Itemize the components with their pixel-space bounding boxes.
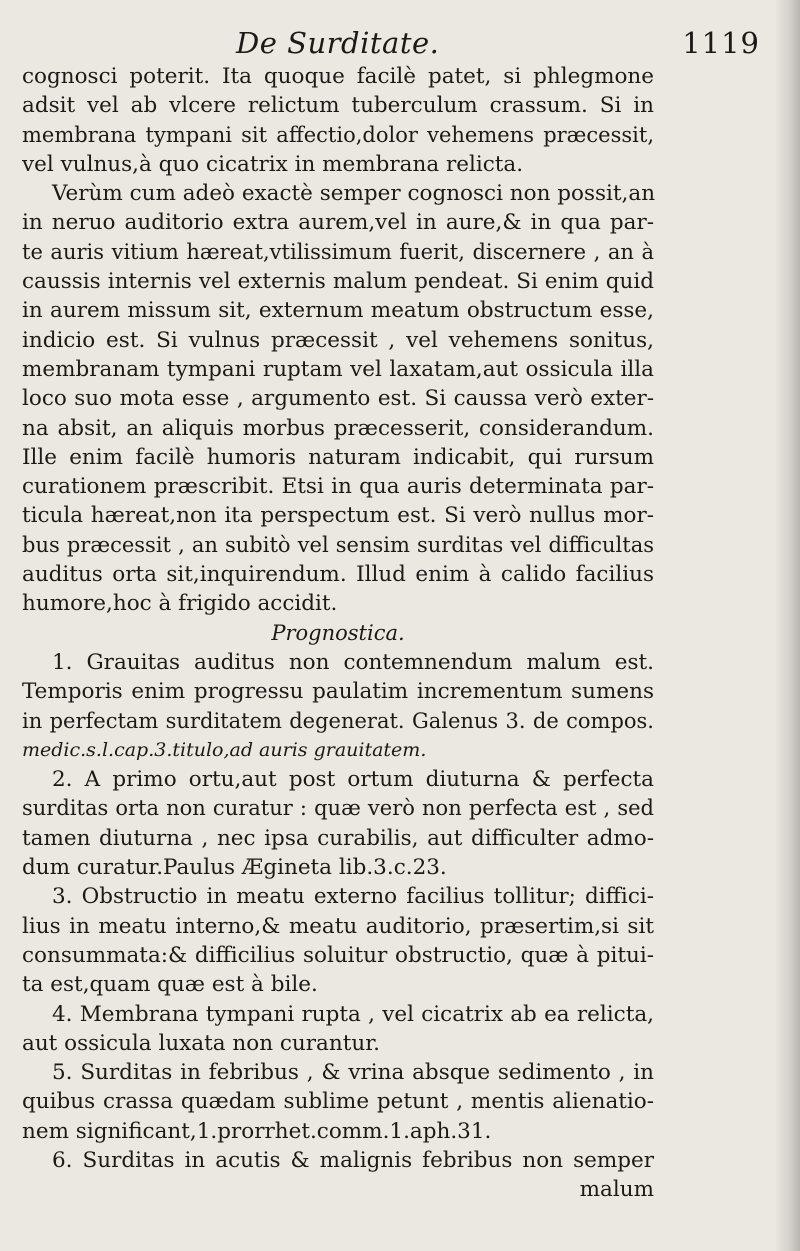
text-line: 4. Membrana tympani rupta , vel cicatrix ab ea relicta,: [52, 1001, 654, 1027]
text-line: Verùm cum adeò exactè semper cognosci non possit,an: [52, 181, 656, 207]
text-line: ticula hæreat,non ita perspectum est. Si verò nullus mor-: [22, 503, 654, 529]
body-text: [22, 62, 654, 1205]
text-line: na absit, an aliquis morbus præcesserit, considerandum.: [22, 415, 654, 441]
text-line: vel vulnus,à quo cicatrix in membrana relicta.: [22, 151, 524, 177]
text-line: humore,hoc à frigido accidit.: [22, 591, 338, 617]
text-line: bus præcessit , an subitò vel sensim surditas vel difficultas: [22, 532, 654, 557]
section-heading: Prognostica.: [271, 620, 405, 645]
text-line: loco suo mota esse , argumento est. Si caussa verò exter-: [22, 386, 654, 412]
text-line: auditus orta sit,inquirendum. Illud enim à calido facilius: [22, 562, 654, 588]
text-line: caussis internis vel externis malum pendeat. Si enim quid: [22, 269, 654, 295]
binding-shadow: [774, 0, 800, 1251]
text-line: te auris vitium hæreat,vtilissimum fuerit, discernere , an à: [22, 239, 654, 264]
text-line: tamen diuturna , nec ipsa curabilis, aut difficulter admo-: [22, 825, 654, 851]
text-line: in aurem missum sit, externum meatum obstructum esse,: [22, 298, 654, 324]
catchword: malum: [579, 1177, 654, 1203]
text-line: cognosci poterit. Ita quoque facilè patet, si phlegmone: [22, 64, 654, 89]
text-line: dum curatur.Paulus Ægineta lib.3.c.23.: [22, 855, 447, 881]
text-line: in neruo auditorio extra aurem,vel in aure,& in qua par-: [22, 210, 654, 236]
text-line: Ille enim facilè humoris naturam indicabit, qui rursum: [22, 444, 654, 470]
text-line: consummata:& difficilius soluitur obstructio, quæ à pitui-: [22, 942, 654, 968]
text-line: aut ossicula luxata non curantur.: [22, 1030, 380, 1056]
running-title: De Surditate.: [236, 26, 440, 60]
text-line: nem significant,1.prorrhet.comm.1.aph.31.: [22, 1118, 492, 1144]
text-line: Temporis enim progressu paulatim incrementum sumens: [22, 679, 654, 705]
citation-line: medic.s.l.cap.3.titulo,ad auris grauitatem.: [22, 738, 427, 761]
text-line: in perfectam surditatem degenerat. Galenus 3. de compos.: [22, 708, 654, 733]
text-line: membrana tympani sit affectio,dolor vehemens præcessit,: [22, 122, 654, 147]
text-line: membranam tympani ruptam vel laxatam,aut ossicula illa: [22, 356, 654, 382]
page-number: 1119: [682, 26, 760, 60]
text-line: 1. Grauitas auditus non contemnendum malum est.: [52, 649, 654, 675]
text-line: 6. Surditas in acutis & malignis febribus non semper: [52, 1147, 654, 1173]
text-line: 5. Surditas in febribus , & vrina absque sedimento , in: [52, 1060, 654, 1086]
text-line: quibus crassa quædam sublime petunt , mentis alienatio-: [22, 1089, 654, 1115]
text-line: lius in meatu interno,& meatu auditorio, præsertim,si sit: [22, 913, 654, 939]
text-line: indicio est. Si vulnus præcessit , vel vehemens sonitus,: [22, 327, 654, 353]
text-line: curationem præscribit. Etsi in qua auris determinata par-: [22, 474, 654, 500]
text-line: 2. A primo ortu,aut post ortum diuturna & perfecta: [52, 767, 654, 793]
text-line: adsit vel ab vlcere relictum tuberculum crassum. Si in: [22, 93, 654, 119]
text-line: surditas orta non curatur : quæ verò non perfecta est , sed: [22, 796, 654, 821]
text-line: ta est,quam quæ est à bile.: [22, 972, 318, 998]
text-line: 3. Obstructio in meatu externo facilius tollitur; diffici-: [52, 884, 654, 910]
